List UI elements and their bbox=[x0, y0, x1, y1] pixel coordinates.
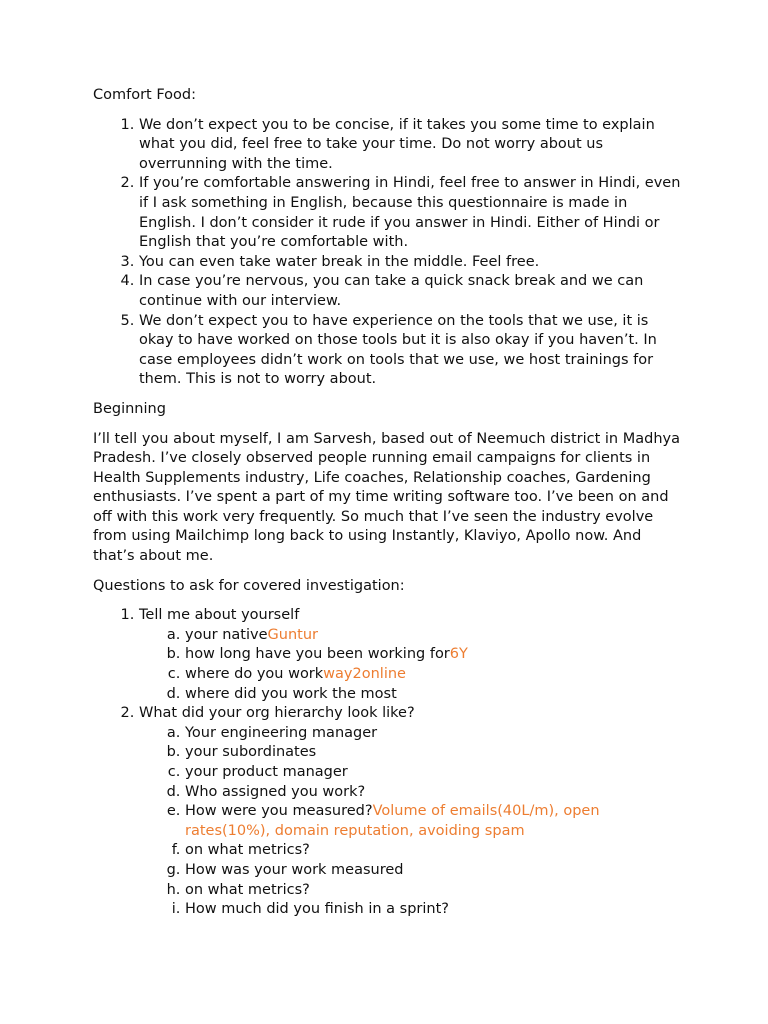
sub-question bbox=[185, 881, 683, 901]
sub-question bbox=[185, 900, 683, 920]
sub-question-list bbox=[139, 724, 683, 920]
comfort-food-list bbox=[93, 116, 683, 390]
comfort-food-heading: Comfort Food: bbox=[93, 87, 197, 103]
sub-question-text: your native bbox=[185, 626, 268, 643]
question-item bbox=[139, 606, 683, 704]
sub-question-list bbox=[139, 626, 683, 704]
question-item bbox=[139, 704, 683, 920]
sub-question bbox=[185, 724, 683, 744]
answer-text: way2online bbox=[323, 666, 406, 683]
comfort-item: 3. You can even take water break in the middle. Feel free. bbox=[139, 253, 683, 273]
intro-paragraph: I’ll tell you about myself, I am Sarvesh, based out of Neemuch district in Madhya Pradesh. I’ve closely observed people running email campaigns for clients in Health Supplements industry, Life coaches, Relationship coaches, Gardening enthusiasts. I’ve spent a part of my time writing software too. I’ve been on and off with this work very frequently. So much that I’ve seen the industry evolve from using Mailchimp long back to using Instantly, Klaviyo, Apollo now. And that’s about me. bbox=[93, 430, 680, 565]
sub-question bbox=[185, 626, 683, 646]
comfort-item: 5. We don’t expect you to have experience on the tools that we use, it is okay to have worked on those tools but it is also okay if you haven’t. In case employees didn’t work on tools that we use, we host trainings for them. This is not to worry about. bbox=[139, 312, 683, 390]
sub-question-text: on what metrics? bbox=[185, 881, 310, 898]
sub-question bbox=[185, 841, 683, 861]
sub-question-text: Who assigned you work? bbox=[185, 783, 366, 800]
comfort-item: 2. If you’re comfortable answering in Hindi, feel free to answer in Hindi, even if I ask something in English, because this questionnaire is made in English. I don’t consider it rude if you answer in Hindi. Either of Hindi or English that you’re comfortable with. bbox=[139, 174, 683, 252]
beginning-heading: Beginning bbox=[93, 400, 166, 417]
sub-question-text: where did you work the most bbox=[185, 685, 397, 702]
sub-question bbox=[185, 861, 683, 881]
sub-question-text: Your engineering manager bbox=[185, 724, 378, 741]
sub-question-text: your product manager bbox=[185, 764, 348, 780]
document-page bbox=[93, 86, 683, 930]
sub-question-text: How were you measured? bbox=[185, 803, 373, 820]
sub-question-text: How was your work measured bbox=[185, 861, 404, 878]
question-text: What did your org hierarchy look like? bbox=[139, 705, 415, 722]
sub-question-text: where do you work bbox=[185, 666, 324, 683]
sub-question-text: on what metrics? bbox=[185, 842, 310, 859]
question-text: Tell me about yourself bbox=[139, 607, 300, 624]
answer-text: Guntur bbox=[267, 626, 318, 643]
sub-question-text: how long have you been working for bbox=[185, 646, 450, 663]
sub-question bbox=[185, 645, 683, 665]
sub-question bbox=[185, 802, 683, 841]
answer-text: 6Y bbox=[449, 646, 468, 663]
sub-question-text: your subordinates bbox=[185, 744, 317, 761]
sub-question bbox=[185, 783, 683, 803]
questions-heading: Questions to ask for covered investigation: bbox=[93, 577, 405, 594]
answer-text: Volume of emails(40L/m), open rates(10%), domain reputation, avoiding spam bbox=[185, 803, 600, 839]
sub-question bbox=[185, 743, 683, 763]
questions-list bbox=[93, 606, 683, 920]
comfort-item: 4. In case you’re nervous, you can take a quick snack break and we can continue with our interview. bbox=[139, 272, 683, 311]
sub-question bbox=[185, 685, 683, 705]
comfort-item: 1. We don’t expect you to be concise, if it takes you some time to explain what you did, feel free to take your time. Do not worry about us overrunning with the time. bbox=[139, 116, 683, 175]
sub-question bbox=[185, 665, 683, 685]
sub-question-text: How much did you finish in a sprint? bbox=[185, 901, 449, 918]
sub-question bbox=[185, 763, 683, 783]
